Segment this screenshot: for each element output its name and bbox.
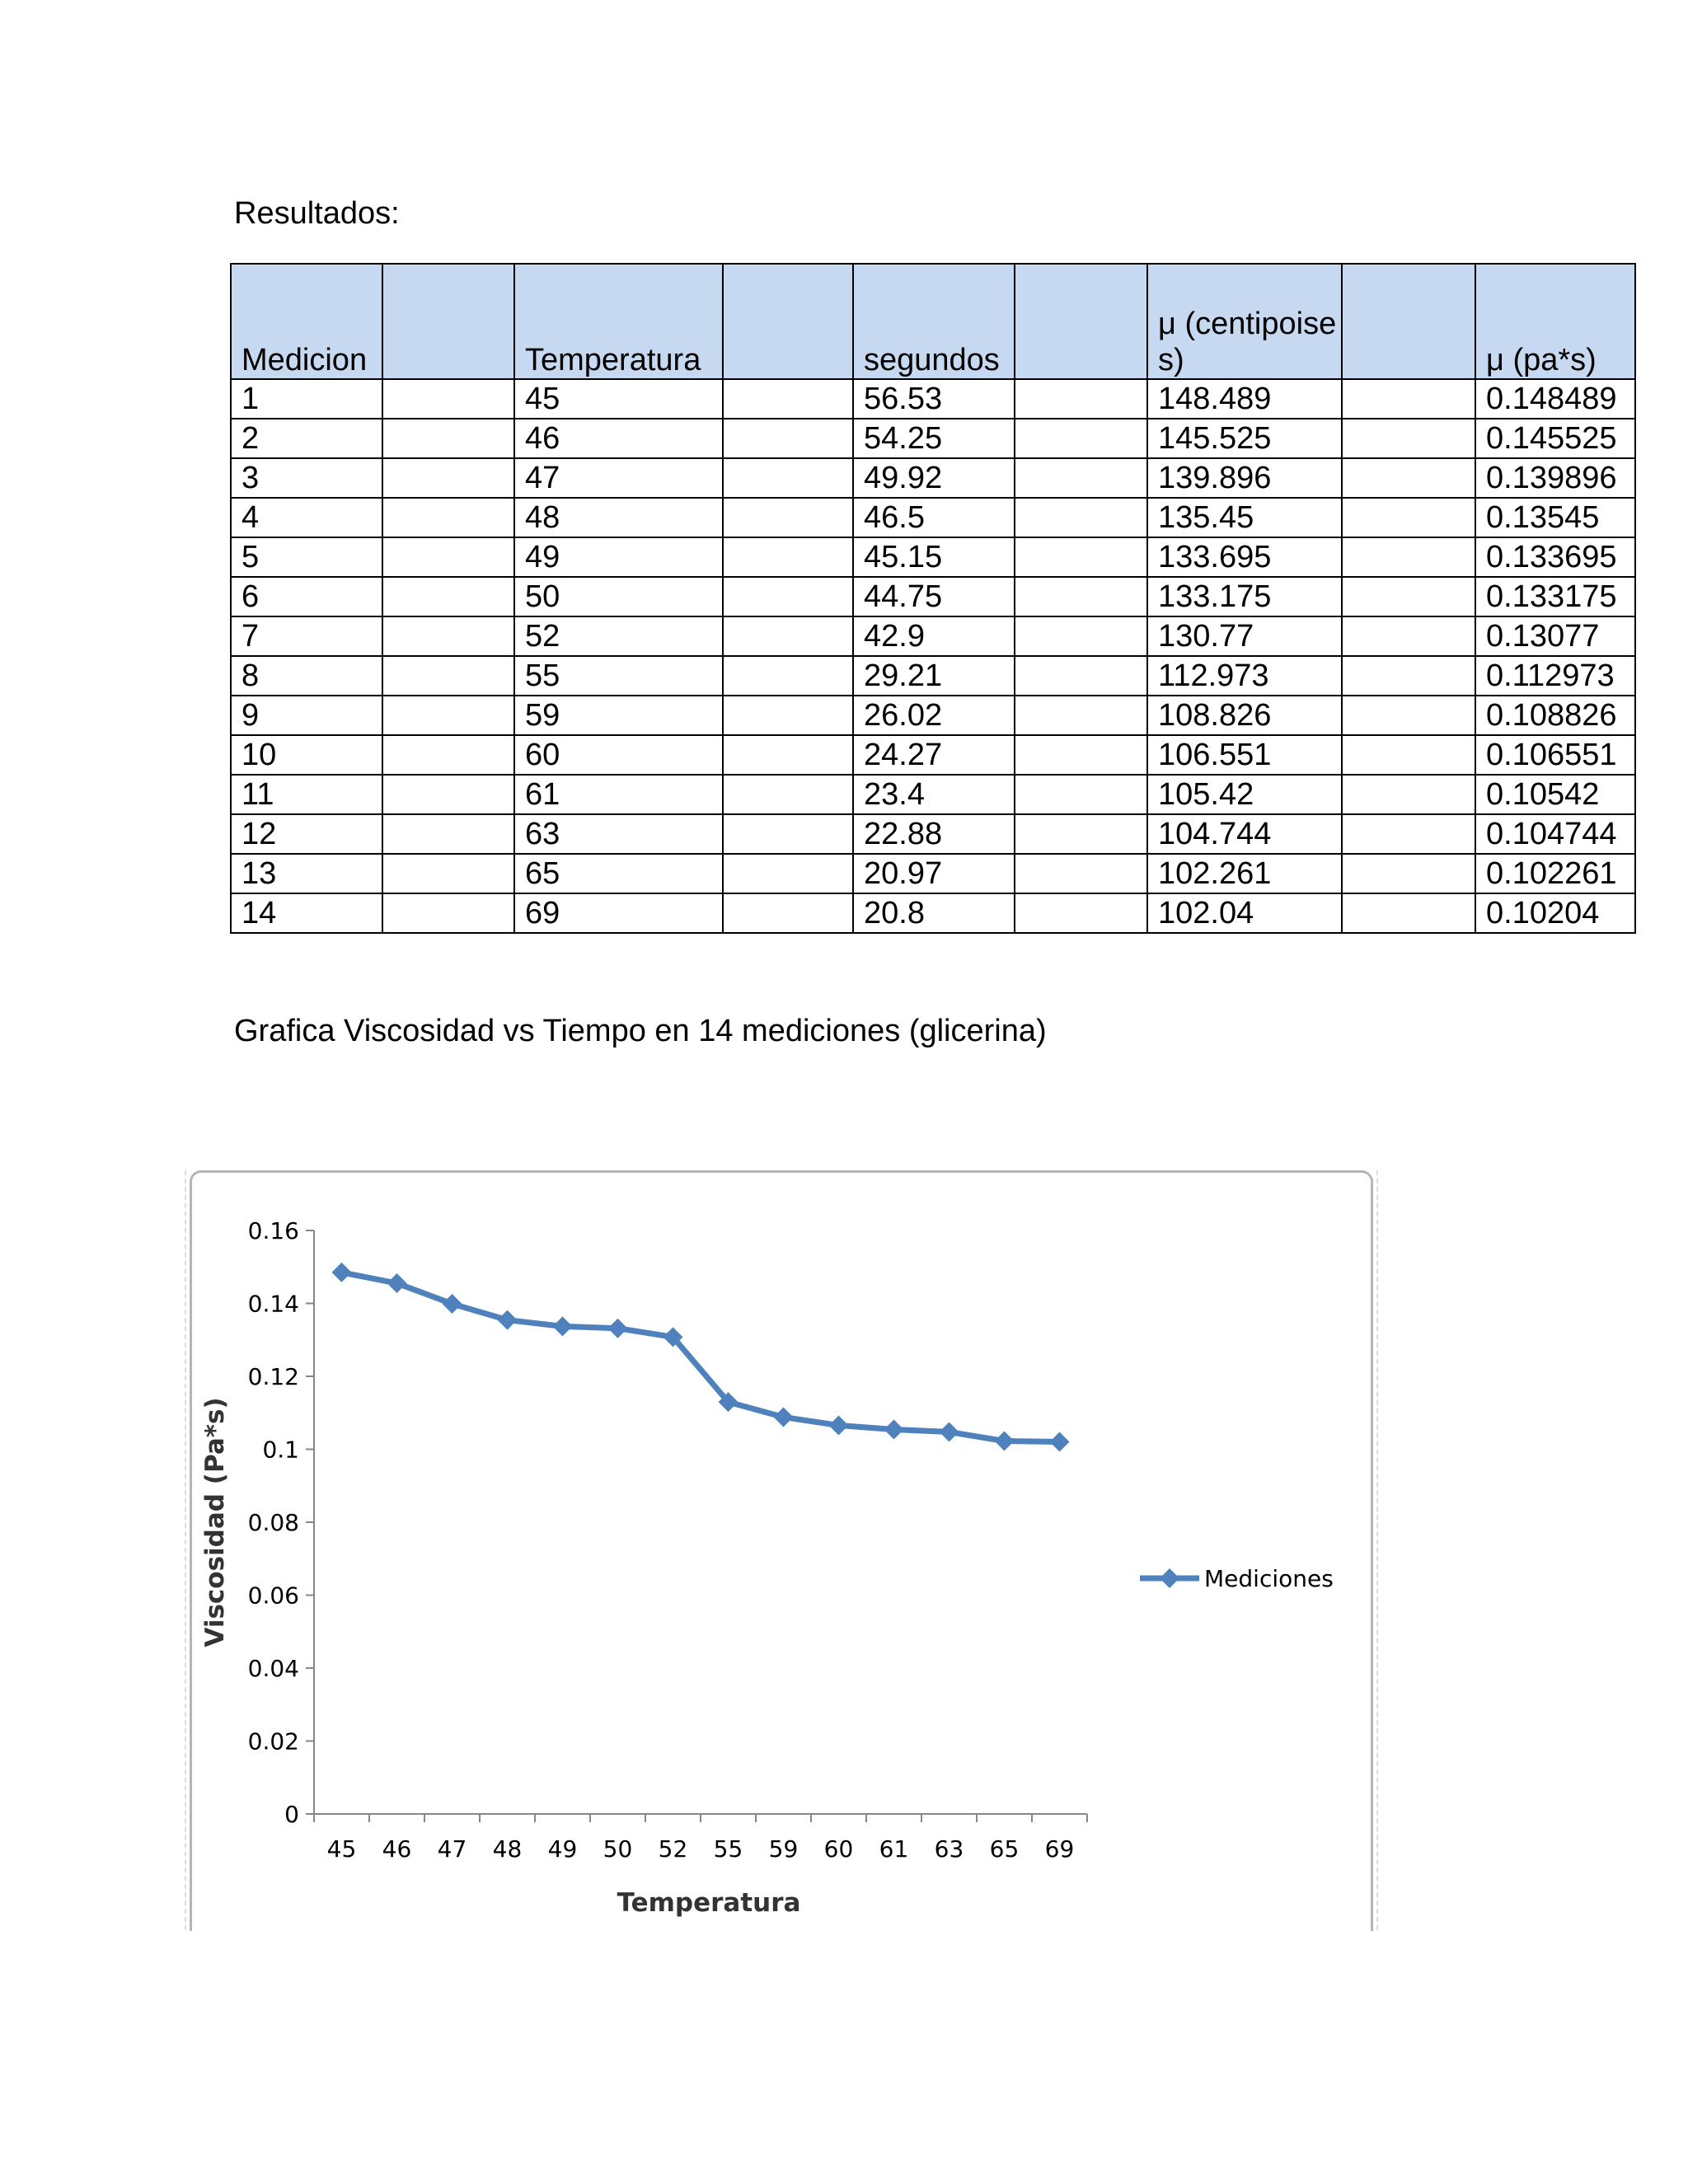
table-cell: 49.92 [853, 458, 1015, 498]
table-cell: 0.10542 [1475, 775, 1635, 814]
x-tick-label: 50 [603, 1835, 633, 1863]
table-cell [382, 577, 514, 616]
results-table [230, 263, 1636, 934]
table-cell: 60 [514, 735, 723, 775]
table-cell: 22.88 [853, 814, 1015, 854]
table-cell: 6 [231, 577, 382, 616]
data-point-marker [387, 1273, 407, 1293]
table-cell [382, 498, 514, 537]
table-cell [1342, 419, 1475, 458]
table-cell [1015, 616, 1147, 656]
table-cell: 24.27 [853, 735, 1015, 775]
table-cell [723, 379, 853, 419]
table-cell [1342, 854, 1475, 893]
y-tick-label: 0.12 [247, 1363, 299, 1390]
table-row [231, 379, 1635, 419]
table-cell: 104.744 [1147, 814, 1342, 854]
y-tick-label: 0.02 [247, 1727, 299, 1755]
data-point-marker [498, 1310, 518, 1330]
table-cell: 46.5 [853, 498, 1015, 537]
x-tick-label: 47 [437, 1835, 467, 1863]
x-tick-label: 61 [879, 1835, 909, 1863]
table-cell: 106.551 [1147, 735, 1342, 775]
table-cell: 47 [514, 458, 723, 498]
table-cell [723, 458, 853, 498]
table-cell [1342, 735, 1475, 775]
data-point-marker [995, 1431, 1015, 1451]
table-cell: 20.8 [853, 893, 1015, 933]
table-row [231, 893, 1635, 933]
table-cell: 49 [514, 537, 723, 577]
header-blank-3 [1015, 264, 1147, 379]
table-cell [382, 537, 514, 577]
y-tick-label: 0.08 [247, 1509, 299, 1536]
table-cell [723, 537, 853, 577]
table-cell: 145.525 [1147, 419, 1342, 458]
table-cell [382, 616, 514, 656]
table-cell: 8 [231, 656, 382, 696]
table-cell [1342, 577, 1475, 616]
table-row [231, 696, 1635, 735]
table-cell [382, 656, 514, 696]
table-cell: 102.04 [1147, 893, 1342, 933]
y-tick-label: 0.06 [247, 1582, 299, 1610]
table-cell: 50 [514, 577, 723, 616]
x-tick-label: 52 [658, 1835, 688, 1863]
chart-heading: Grafica Viscosidad vs Tiempo en 14 mediciones (glicerina) [234, 1014, 1047, 1048]
table-cell: 0.133695 [1475, 537, 1635, 577]
table-cell: 59 [514, 696, 723, 735]
table-cell [723, 419, 853, 458]
table-cell [382, 775, 514, 814]
table-header-row [231, 264, 1635, 379]
viscosity-chart [192, 1173, 1371, 1931]
table-cell: 2 [231, 419, 382, 458]
table-cell: 5 [231, 537, 382, 577]
table-cell: 0.133175 [1475, 577, 1635, 616]
x-tick-label: 45 [326, 1835, 357, 1863]
table-cell [1015, 577, 1147, 616]
table-row [231, 735, 1635, 775]
table-cell [1015, 696, 1147, 735]
table-row [231, 577, 1635, 616]
table-row [231, 656, 1635, 696]
table-cell: 10 [231, 735, 382, 775]
table-cell [723, 775, 853, 814]
data-point-marker [443, 1294, 462, 1314]
table-cell: 148.489 [1147, 379, 1342, 419]
table-cell: 65 [514, 854, 723, 893]
table-cell: 9 [231, 696, 382, 735]
table-cell: 69 [514, 893, 723, 933]
table-cell: 45.15 [853, 537, 1015, 577]
table-cell: 42.9 [853, 616, 1015, 656]
table-cell: 0.102261 [1475, 854, 1635, 893]
table-cell: 26.02 [853, 696, 1015, 735]
x-axis-title: Temperatura [617, 1888, 801, 1918]
legend-marker [1160, 1568, 1179, 1588]
table-cell [382, 696, 514, 735]
x-tick-label: 65 [989, 1835, 1020, 1863]
table-cell: 12 [231, 814, 382, 854]
table-row [231, 775, 1635, 814]
table-cell [382, 458, 514, 498]
chart-frame[interactable] [190, 1170, 1373, 1931]
data-point-marker [774, 1407, 794, 1427]
table-row [231, 616, 1635, 656]
table-cell [1015, 537, 1147, 577]
table-cell [1015, 854, 1147, 893]
table-cell [723, 696, 853, 735]
y-tick-label: 0.16 [247, 1217, 299, 1244]
table-cell: 0.106551 [1475, 735, 1635, 775]
table-cell [1342, 814, 1475, 854]
table-cell [723, 498, 853, 537]
table-cell [382, 379, 514, 419]
table-cell [723, 577, 853, 616]
table-cell [1015, 458, 1147, 498]
table-cell: 55 [514, 656, 723, 696]
table-row [231, 854, 1635, 893]
header-temperatura: Temperatura [514, 264, 723, 379]
table-cell: 102.261 [1147, 854, 1342, 893]
table-cell [1015, 735, 1147, 775]
table-cell: 13 [231, 854, 382, 893]
x-tick-label: 48 [492, 1835, 523, 1863]
table-cell [723, 735, 853, 775]
table-cell: 52 [514, 616, 723, 656]
x-tick-label: 55 [713, 1835, 743, 1863]
table-cell: 108.826 [1147, 696, 1342, 735]
table-cell [1342, 696, 1475, 735]
x-tick-label: 46 [382, 1835, 412, 1863]
header-medicion: Medicion [231, 264, 382, 379]
table-cell: 48 [514, 498, 723, 537]
table-cell: 0.10204 [1475, 893, 1635, 933]
table-cell: 139.896 [1147, 458, 1342, 498]
x-tick-label: 69 [1044, 1835, 1075, 1863]
table-cell: 63 [514, 814, 723, 854]
table-cell: 29.21 [853, 656, 1015, 696]
table-cell: 133.175 [1147, 577, 1342, 616]
x-tick-label: 49 [547, 1835, 578, 1863]
header-blank-1 [382, 264, 514, 379]
table-row [231, 814, 1635, 854]
table-cell: 0.112973 [1475, 656, 1635, 696]
table-cell [1342, 775, 1475, 814]
table-cell [723, 893, 853, 933]
table-cell: 0.139896 [1475, 458, 1635, 498]
data-point-marker [884, 1420, 904, 1440]
table-cell: 3 [231, 458, 382, 498]
table-cell: 0.148489 [1475, 379, 1635, 419]
legend-label: Mediciones [1204, 1565, 1334, 1592]
table-cell [1342, 656, 1475, 696]
table-cell [1015, 379, 1147, 419]
table-cell: 133.695 [1147, 537, 1342, 577]
y-axis-title: Viscosidad (Pa*s) [200, 1397, 230, 1647]
y-tick-label: 0 [284, 1801, 299, 1828]
table-cell: 130.77 [1147, 616, 1342, 656]
table-cell: 1 [231, 379, 382, 419]
y-tick-label: 0.14 [247, 1290, 299, 1318]
table-row [231, 537, 1635, 577]
table-row [231, 498, 1635, 537]
table-cell: 54.25 [853, 419, 1015, 458]
header-pas: μ (pa*s) [1475, 264, 1635, 379]
x-tick-label: 60 [823, 1835, 854, 1863]
table-cell [1015, 656, 1147, 696]
table-cell: 61 [514, 775, 723, 814]
table-cell: 44.75 [853, 577, 1015, 616]
header-segundos: segundos [853, 264, 1015, 379]
data-point-marker [1050, 1432, 1070, 1451]
table-row [231, 458, 1635, 498]
x-tick-label: 63 [934, 1835, 964, 1863]
table-cell: 56.53 [853, 379, 1015, 419]
table-cell [1015, 814, 1147, 854]
table-cell [382, 893, 514, 933]
table-cell [382, 735, 514, 775]
data-point-marker [332, 1263, 352, 1282]
table-cell [1015, 893, 1147, 933]
table-cell [382, 419, 514, 458]
table-cell [1342, 458, 1475, 498]
table-cell: 4 [231, 498, 382, 537]
table-cell: 0.13545 [1475, 498, 1635, 537]
table-cell [382, 814, 514, 854]
table-cell: 11 [231, 775, 382, 814]
table-cell [1342, 498, 1475, 537]
header-blank-2 [723, 264, 853, 379]
table-cell: 112.973 [1147, 656, 1342, 696]
x-tick-label: 59 [768, 1835, 799, 1863]
table-cell [723, 616, 853, 656]
table-cell [1015, 498, 1147, 537]
table-cell [723, 854, 853, 893]
table-cell [1015, 775, 1147, 814]
table-cell: 20.97 [853, 854, 1015, 893]
table-cell: 46 [514, 419, 723, 458]
table-cell: 23.4 [853, 775, 1015, 814]
results-title: Resultados: [234, 196, 400, 231]
table-cell: 105.42 [1147, 775, 1342, 814]
y-tick-label: 0.04 [247, 1655, 299, 1682]
table-cell: 0.104744 [1475, 814, 1635, 854]
table-cell [1342, 893, 1475, 933]
table-cell [1015, 419, 1147, 458]
table-cell: 14 [231, 893, 382, 933]
table-cell: 45 [514, 379, 723, 419]
header-centipoises: μ (centipoises) [1147, 264, 1342, 379]
table-cell [382, 854, 514, 893]
y-tick-label: 0.1 [262, 1436, 299, 1464]
data-point-marker [829, 1416, 849, 1436]
data-point-marker [940, 1422, 959, 1442]
table-cell: 135.45 [1147, 498, 1342, 537]
data-point-marker [553, 1316, 573, 1336]
data-point-marker [608, 1319, 628, 1338]
table-cell [1342, 616, 1475, 656]
table-row [231, 419, 1635, 458]
table-cell [1342, 379, 1475, 419]
table-cell: 0.13077 [1475, 616, 1635, 656]
table-cell [1342, 537, 1475, 577]
table-cell: 0.108826 [1475, 696, 1635, 735]
table-cell: 7 [231, 616, 382, 656]
table-cell [723, 656, 853, 696]
table-cell: 0.145525 [1475, 419, 1635, 458]
header-blank-4 [1342, 264, 1475, 379]
table-cell [723, 814, 853, 854]
